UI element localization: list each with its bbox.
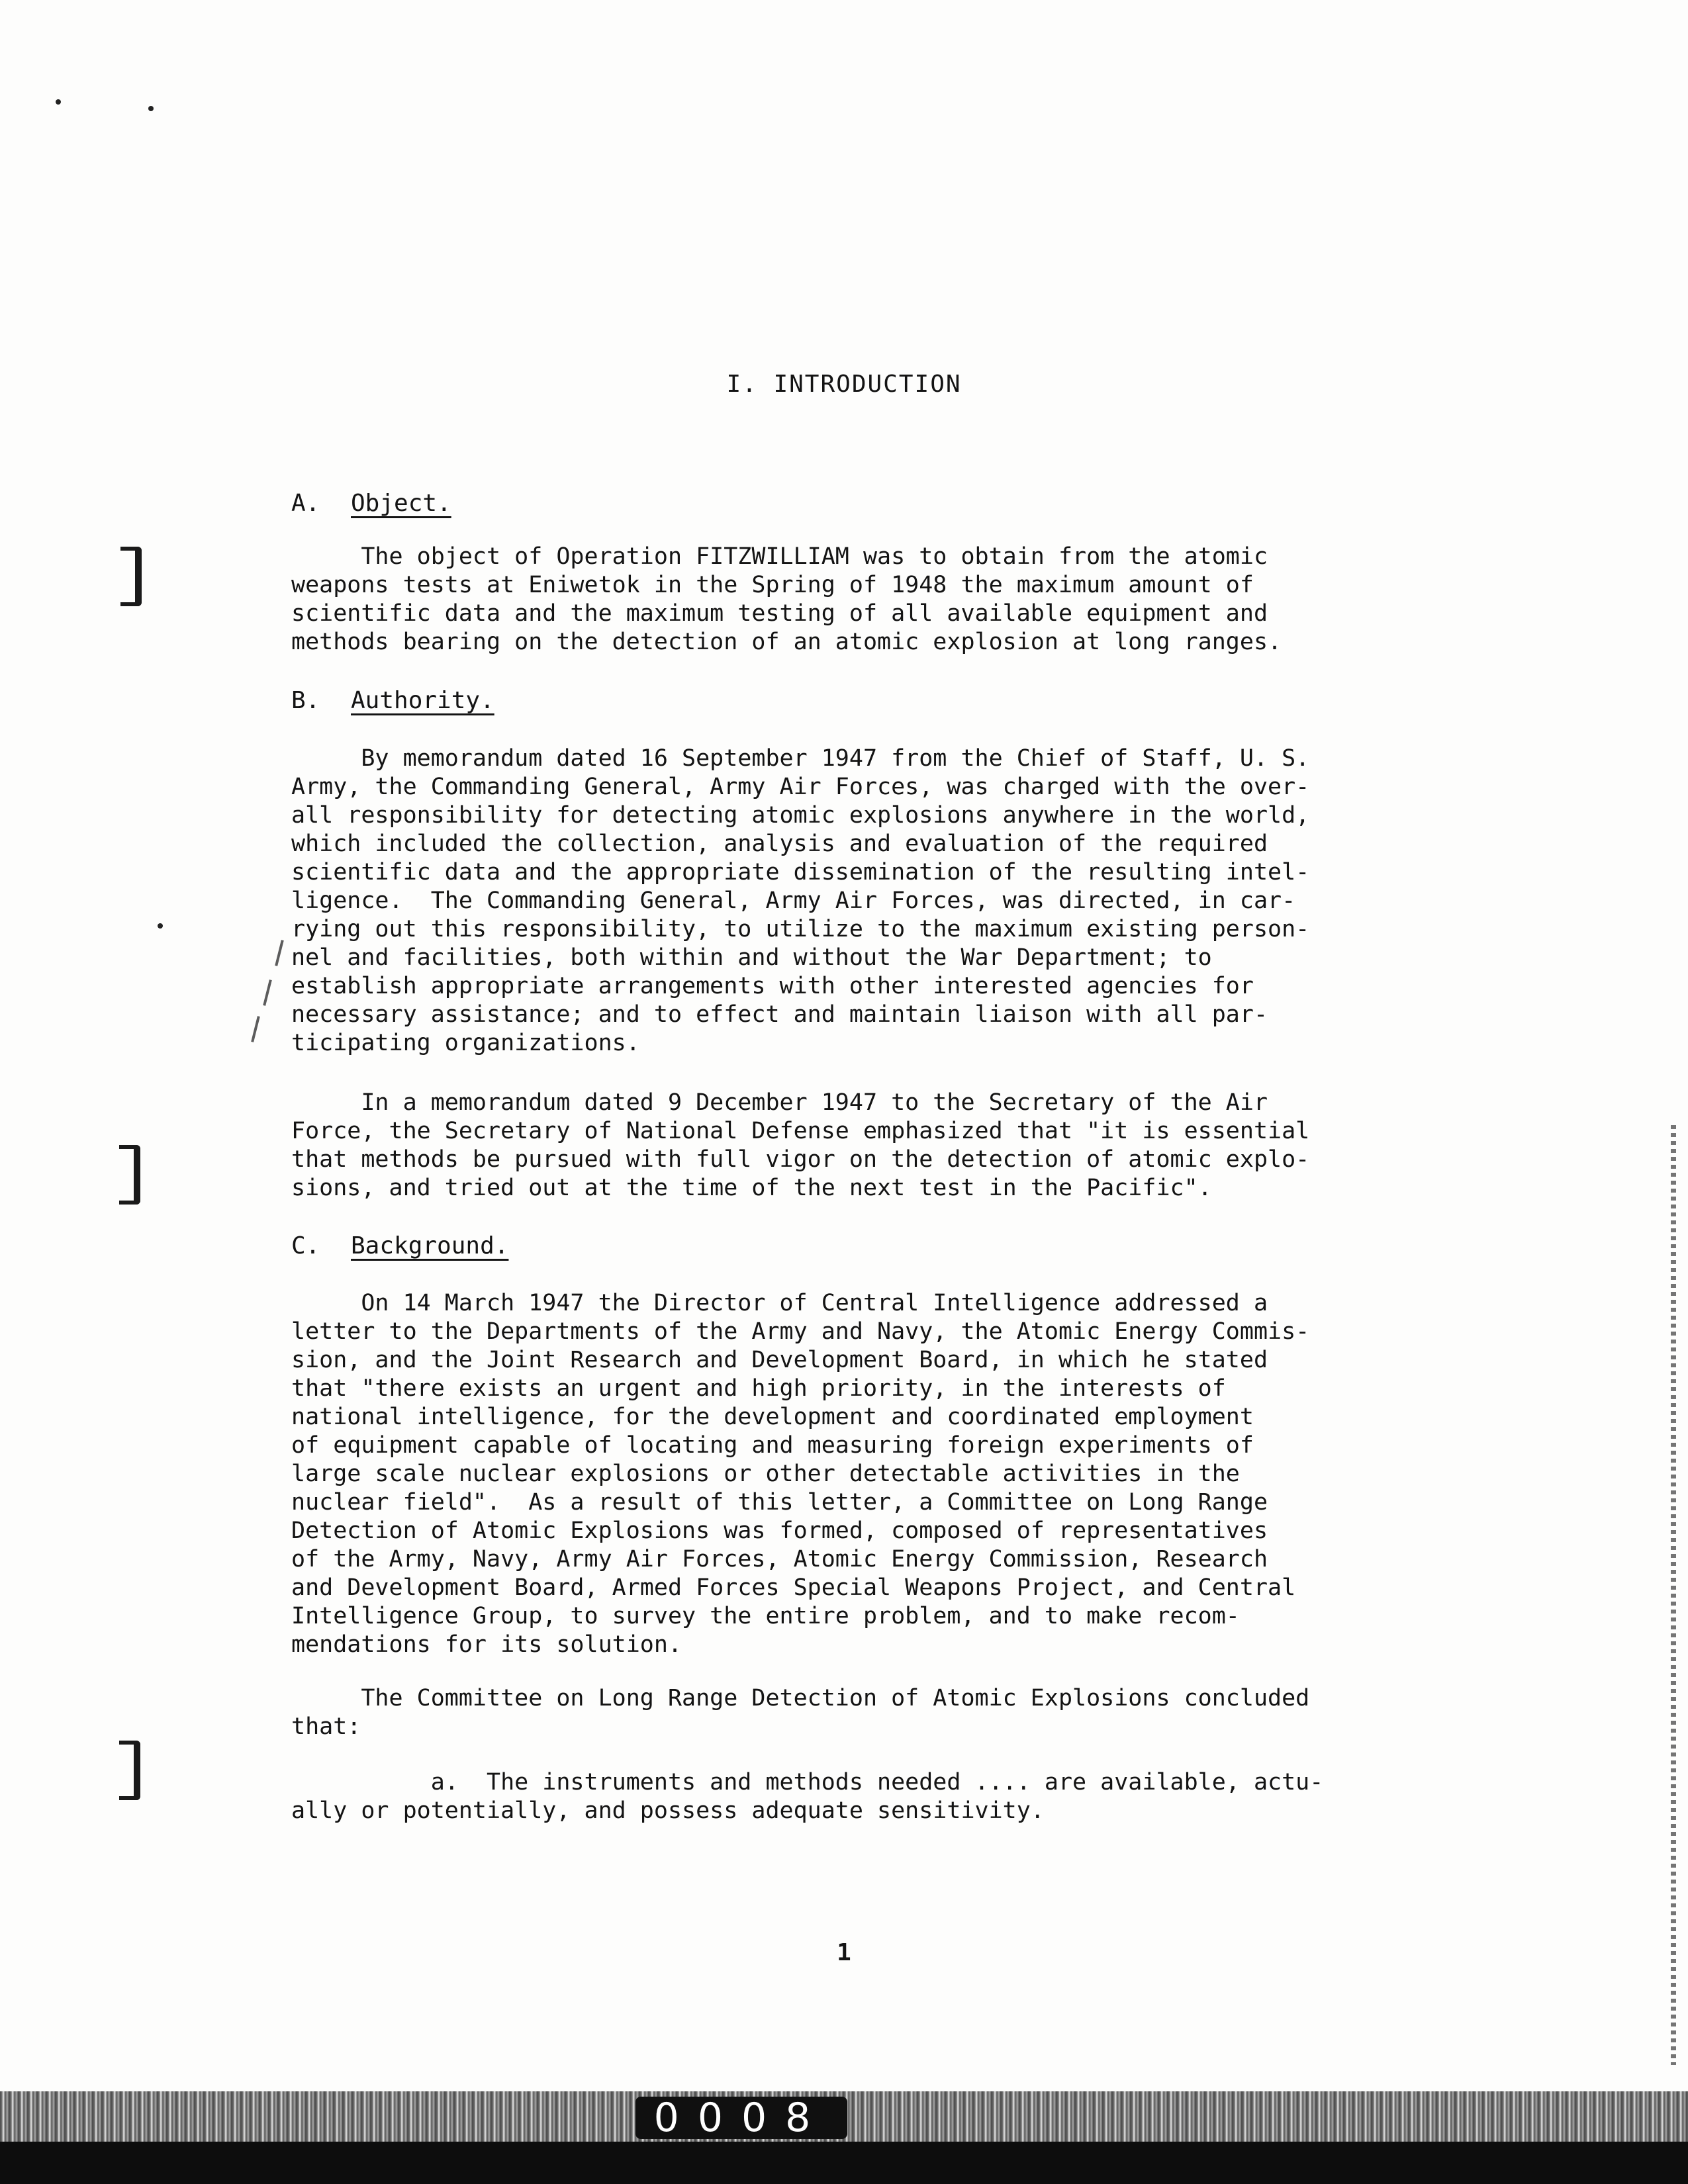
text-line: that methods be pursued with full vigor on the detection of atomic explo- — [291, 1146, 1310, 1173]
text-line: that: — [291, 1713, 361, 1740]
text-line: nel and facilities, both within and without the War Department; to — [291, 944, 1212, 971]
text-line: a. The instruments and methods needed .... are available, actu- — [291, 1769, 1324, 1796]
text-line: ligence. The Commanding General, Army Air Forces, was directed, in car- — [291, 887, 1296, 914]
text-line: scientific data and the appropriate dissemination of the resulting intel- — [291, 859, 1310, 886]
scan-edge-artifact — [1671, 1125, 1676, 2065]
section-letter: C. — [291, 1232, 320, 1259]
scan-speck — [56, 99, 61, 105]
text-line: Intelligence Group, to survey the entire problem, and to make recom- — [291, 1603, 1240, 1629]
text-line: The object of Operation FITZWILLIAM was to obtain from the atomic — [291, 543, 1268, 570]
section-label: Authority. — [351, 687, 494, 714]
pencil-mark — [275, 940, 284, 966]
text-line: letter to the Departments of the Army and Navy, the Atomic Energy Commis- — [291, 1318, 1310, 1345]
text-line: Force, the Secretary of National Defense emphasized that "it is essential — [291, 1118, 1310, 1144]
text-line: necessary assistance; and to effect and maintain liaison with all par- — [291, 1001, 1268, 1028]
page-number: 1 — [837, 1939, 851, 1966]
text-line: ticipating organizations. — [291, 1030, 640, 1056]
section-label: Background. — [351, 1232, 509, 1259]
section-heading-authority — [291, 687, 494, 714]
section-heading-object — [291, 490, 451, 517]
text-line: weapons tests at Eniwetok in the Spring of 1948 the maximum amount of — [291, 572, 1254, 598]
margin-bracket-mark — [119, 1145, 140, 1205]
text-line: methods bearing on the detection of an atomic explosion at long ranges. — [291, 629, 1282, 655]
text-line: of the Army, Navy, Army Air Forces, Atomic Energy Commission, Research — [291, 1546, 1268, 1572]
document-stamp-number: 0008 — [635, 2097, 847, 2139]
text-line: sions, and tried out at the time of the next test in the Pacific". — [291, 1175, 1212, 1201]
section-label: Object. — [351, 490, 451, 517]
scan-speck — [158, 923, 163, 929]
margin-bracket-mark — [120, 547, 142, 606]
text-line: national intelligence, for the development and coordinated employment — [291, 1404, 1254, 1430]
text-line: and Development Board, Armed Forces Special Weapons Project, and Central — [291, 1574, 1296, 1601]
pencil-mark — [251, 1016, 260, 1042]
text-line: of equipment capable of locating and measuring foreign experiments of — [291, 1432, 1254, 1459]
section-letter: B. — [291, 687, 320, 714]
text-line: The Committee on Long Range Detection of Atomic Explosions concluded — [291, 1685, 1310, 1711]
scan-speck — [148, 106, 154, 111]
text-line: In a memorandum dated 9 December 1947 to the Secretary of the Air — [291, 1089, 1268, 1116]
pencil-mark — [263, 979, 272, 1006]
paragraph-authority-2 — [291, 1089, 1354, 1203]
text-line: which included the collection, analysis and evaluation of the required — [291, 831, 1268, 857]
text-line: large scale nuclear explosions or other detectable activities in the — [291, 1461, 1240, 1487]
margin-bracket-mark — [119, 1741, 140, 1800]
text-line: On 14 March 1947 the Director of Central Intelligence addressed a — [291, 1290, 1268, 1316]
text-line: all responsibility for detecting atomic explosions anywhere in the world, — [291, 802, 1310, 829]
text-line: establish appropriate arrangements with other interested agencies for — [291, 973, 1254, 999]
text-line: rying out this responsibility, to utilize to the maximum existing person- — [291, 916, 1310, 942]
text-line: sion, and the Joint Research and Development Board, in which he stated — [291, 1347, 1268, 1373]
paragraph-authority-1 — [291, 745, 1354, 1058]
text-line: nuclear field". As a result of this letter, a Committee on Long Range — [291, 1489, 1268, 1516]
scan-bottom-edge — [0, 2142, 1688, 2184]
page-title: I. INTRODUCTION — [726, 371, 962, 398]
paragraph-object — [291, 543, 1354, 657]
paragraph-background-2 — [291, 1684, 1354, 1741]
section-heading-background — [291, 1232, 508, 1259]
text-line: By memorandum dated 16 September 1947 from the Chief of Staff, U. S. — [291, 745, 1310, 772]
section-letter: A. — [291, 490, 320, 517]
text-line: that "there exists an urgent and high priority, in the interests of — [291, 1375, 1226, 1402]
text-line: Detection of Atomic Explosions was formed, composed of representatives — [291, 1518, 1268, 1544]
text-line: Army, the Commanding General, Army Air Forces, was charged with the over- — [291, 774, 1310, 800]
paragraph-background-3 — [291, 1768, 1354, 1825]
paragraph-background-1 — [291, 1289, 1354, 1659]
text-line: mendations for its solution. — [291, 1631, 682, 1658]
text-line: ally or potentially, and possess adequate sensitivity. — [291, 1797, 1045, 1824]
text-line: scientific data and the maximum testing of all available equipment and — [291, 600, 1268, 627]
